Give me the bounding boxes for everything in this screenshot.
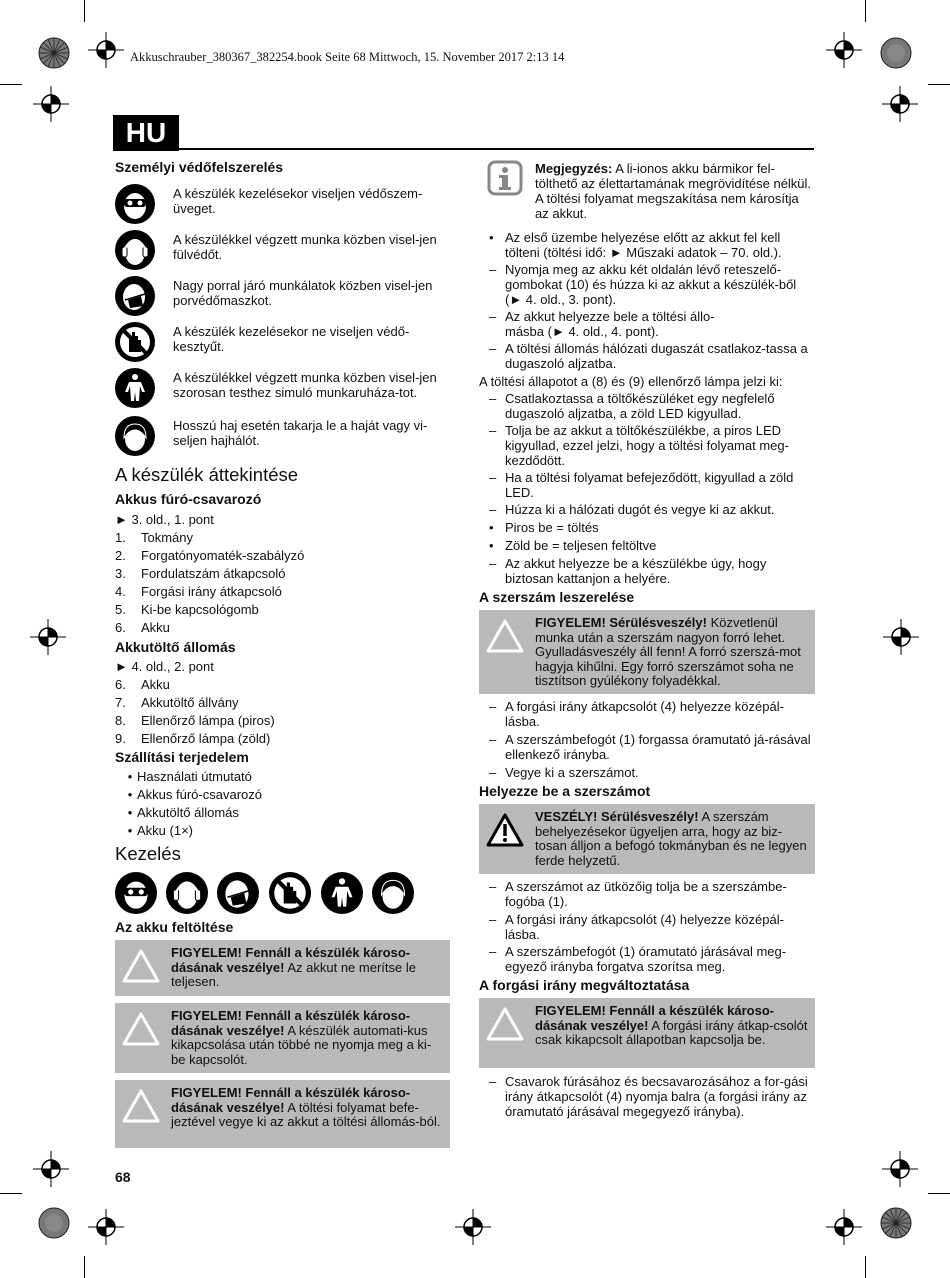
list-item: 1. Tokmány (115, 530, 194, 545)
list-item: – Húzza ki a hálózati dugót és vegye ki az akkut. (489, 502, 775, 517)
info-icon (487, 160, 523, 196)
list-item: – Az akkut helyezze bele a töltési állo-másba (► 4. old., 4. pont). (489, 309, 715, 339)
insert-heading: Helyezze be a szerszámot (479, 783, 651, 799)
list-item: 3. Fordulatszám átkapcsoló (115, 566, 286, 581)
ppe-heading: Személyi védőfelszerelés (115, 159, 284, 175)
operation-heading: Kezelés (115, 843, 181, 864)
page-number: 68 (115, 1169, 131, 1185)
list-item: 6. Akku (115, 620, 170, 635)
registration-target-icon (88, 32, 124, 68)
ppe-text: A készülék kezelésekor ne viseljen védő-kesztyűt. (173, 324, 410, 354)
warning-box (115, 1003, 450, 1073)
crop-mark (0, 1193, 22, 1194)
list-item: – A forgási irány átkapcsolót (4) helyezze középál-lásba. (489, 912, 784, 942)
registration-target-icon (826, 1209, 862, 1245)
list-item: 8. Ellenőrző lámpa (piros) (115, 713, 275, 728)
warning-box (479, 804, 815, 874)
language-tab: HU (113, 115, 179, 151)
list-item: • Akkutöltő állomás (127, 805, 239, 820)
ppe-item (115, 416, 455, 458)
dust-mask-icon (115, 276, 155, 316)
warning-triangle-icon (121, 1088, 161, 1124)
warning-text: FIGYELEM! Fennáll a készülék károso-dásának veszélye! Az akkut ne merítse le teljesen. (171, 945, 416, 989)
warning-triangle-icon (485, 618, 525, 654)
list-item: – Tolja be az akkut a töltőkészülékbe, a piros LED kigyullad, ezzel jelzi, hogy a töltési folyamat meg-kezdődött. (489, 423, 789, 468)
color-wheel-icon (38, 37, 70, 69)
warning-box (115, 940, 450, 996)
list-item: • Akkus fúró-csavarozó (127, 787, 262, 802)
crop-mark (84, 1256, 85, 1278)
drill-heading: Akkus fúró-csavarozó (115, 491, 262, 507)
hairnet-icon (115, 416, 155, 456)
charger-reference: ► 4. old., 2. pont (115, 659, 214, 674)
warning-text: FIGYELEM! Fennáll a készülék károso-dásának veszélye! A töltési folyamat befe-jeztével vegye ki az akkut a töltési állomás-ból. (171, 1085, 441, 1129)
ppe-item (115, 368, 455, 418)
overview-heading: A készülék áttekintése (115, 464, 299, 485)
crop-mark (865, 1256, 866, 1278)
ear-protection-icon (166, 872, 208, 914)
ppe-text: A készülékkel végzett munka közben visel-jen fülvédőt. (173, 232, 437, 262)
scope-heading: Szállítási terjedelem (115, 749, 249, 765)
warning-text: FIGYELEM! Fennáll a készülék károso-dásának veszélye! A készülék automati-kus kikapcsolása után többé ne nyomja meg a ki-be kapcsolót. (171, 1008, 432, 1067)
list-item: • Használati útmutató (127, 769, 252, 784)
registration-target-icon (88, 1209, 124, 1245)
crop-mark (928, 1193, 950, 1194)
note-text: Megjegyzés: A li-ionos akku bármikor fel-tölthető az élettartamának megrövidítése nélkül. A töltési folyamat megszakítása nem károsítja az akkut. (535, 161, 812, 221)
charger-heading: Akkutöltő állomás (115, 639, 236, 655)
list-item: – A forgási irány átkapcsolót (4) helyezze középál-lásba. (489, 699, 784, 729)
drill-reference: ► 3. old., 1. pont (115, 512, 214, 527)
registration-target-icon (882, 1151, 918, 1187)
color-wheel-icon (880, 1207, 912, 1239)
registration-target-icon (33, 86, 69, 122)
list-item: – Csatlakoztassa a töltőkészüléket egy negfelelő dugaszoló aljzatba, a zöld LED kigyullad. (489, 391, 775, 421)
color-wheel-icon (880, 37, 912, 69)
list-item: 9. Ellenőrző lámpa (zöld) (115, 731, 271, 746)
crop-mark (928, 84, 950, 85)
no-gloves-icon (269, 872, 311, 914)
print-header: Akkuschrauber_380367_382254.book Seite 68 Mittwoch, 15. November 2017 2:13 14 (130, 50, 565, 64)
list-item: • Az első üzembe helyezése előtt az akkut fel kell tölteni (töltési idő: ► Műszaki adatok – 70. old.). (489, 230, 782, 260)
tight-clothing-icon (115, 368, 155, 408)
color-wheel-icon (38, 1207, 70, 1239)
ppe-text: Nagy porral járó munkálatok közben visel-jen porvédőmaszkot. (173, 278, 433, 308)
warning-triangle-icon (485, 1006, 525, 1042)
status-intro: A töltési állapotot a (8) és (9) ellenőrző lámpa jelzi ki: (479, 374, 783, 389)
tight-clothing-icon (321, 872, 363, 914)
list-item: 5. Ki-be kapcsológomb (115, 602, 259, 617)
registration-target-icon (33, 1151, 69, 1187)
header-rule (179, 148, 814, 150)
list-item: • Zöld be = teljesen feltöltve (489, 538, 657, 553)
warning-text: FIGYELEM! Fennáll a készülék károso-dásának veszélye! A forgási irány átkap-csolót csak kikapcsolt állapotban kapcsolja be. (535, 1003, 808, 1047)
warning-triangle-icon (121, 948, 161, 984)
warning-triangle-icon (121, 1011, 161, 1047)
registration-target-icon (30, 619, 66, 655)
hairnet-icon (372, 872, 414, 914)
crop-mark (865, 0, 866, 22)
no-gloves-icon (115, 322, 155, 362)
ppe-item (115, 230, 455, 272)
ppe-item (115, 322, 455, 364)
list-item: • Piros be = töltés (489, 520, 599, 535)
list-item: – Nyomja meg az akku két oldalán lévő reteszelő-gombokat (10) és húzza ki az akkut a készülék-ből (► 4. old., 3. pont). (489, 262, 797, 307)
warning-box (479, 998, 815, 1068)
list-item: – A szerszámbefogót (1) óramutató járásával meg-egyező irányba forgatva szorítsa meg. (489, 944, 787, 974)
danger-triangle-icon (485, 812, 525, 848)
warning-box (115, 1080, 450, 1148)
ppe-item (115, 276, 455, 318)
list-item: – A szerszámbefogót (1) forgassa óramutató já-rásával ellenkező irányba. (489, 732, 811, 762)
list-item: 2. Forgatónyomaték-szabályzó (115, 548, 305, 563)
registration-target-icon (455, 1209, 491, 1245)
list-item: – Az akkut helyezze be a készülékbe úgy, hogy biztosan kattanjon a helyére. (489, 556, 767, 586)
warning-text: FIGYELEM! Sérülésveszély! Közvetlenül munka után a szerszám nagyon forró lehet. Gyulladásveszély áll fenn! A forró szerszá-mot hagyja kihűlni. Egy forró szerszámot soha ne tisztítson gyúlékony folyadékkal. (535, 615, 801, 688)
ppe-text: A készülékkel végzett munka közben visel-jen szorosan testhez simuló munkaruháza-tot. (173, 370, 437, 400)
ear-protection-icon (115, 230, 155, 270)
right-column (479, 158, 815, 1148)
direction-heading: A forgási irány megváltoztatása (479, 977, 690, 993)
dust-mask-icon (217, 872, 259, 914)
ppe-text: A készülék kezelésekor viseljen védőszem-üveget. (173, 186, 423, 216)
registration-target-icon (826, 32, 862, 68)
safety-goggles-icon (115, 872, 157, 914)
registration-target-icon (883, 619, 919, 655)
charging-heading: Az akku feltöltése (115, 919, 234, 935)
safety-goggles-icon (115, 184, 155, 224)
list-item: – A töltési állomás hálózati dugaszát csatlakoz-tassa a dugaszoló aljzatba. (489, 341, 808, 371)
warning-box (479, 610, 815, 694)
ppe-item (115, 184, 455, 226)
list-item: 6. Akku (115, 677, 170, 692)
list-item: 4. Forgási irány átkapcsoló (115, 584, 282, 599)
removal-heading: A szerszám leszerelése (479, 589, 635, 605)
registration-target-icon (882, 86, 918, 122)
list-item: – Ha a töltési folyamat befejeződött, kigyullad a zöld LED. (489, 470, 794, 500)
warning-text: VESZÉLY! Sérülésveszély! A szerszám behelyezésekor ügyeljen arra, hogy az biz-tosan álljon a befogó tokmányban és ne legyen ferde helyzetű. (535, 809, 807, 868)
crop-mark (84, 0, 85, 22)
ppe-text: Hosszú haj esetén takarja le a haját vagy vi-seljen hajhálót. (173, 418, 428, 448)
list-item: – Vegye ki a szerszámot. (489, 765, 639, 780)
list-item: 7. Akkutöltő állvány (115, 695, 239, 710)
list-item: – Csavarok fúrásához és becsavarozásához a for-gási irány átkapcsolót (4) nyomja balra (a forgási irány az óramutató járásával megegyező irányba). (489, 1074, 808, 1119)
list-item: • Akku (1×) (127, 823, 193, 838)
left-column (115, 158, 455, 1158)
crop-mark (0, 84, 22, 85)
list-item: – A szerszámot az ütközőig tolja be a szerszámbe-fogóba (1). (489, 879, 787, 909)
